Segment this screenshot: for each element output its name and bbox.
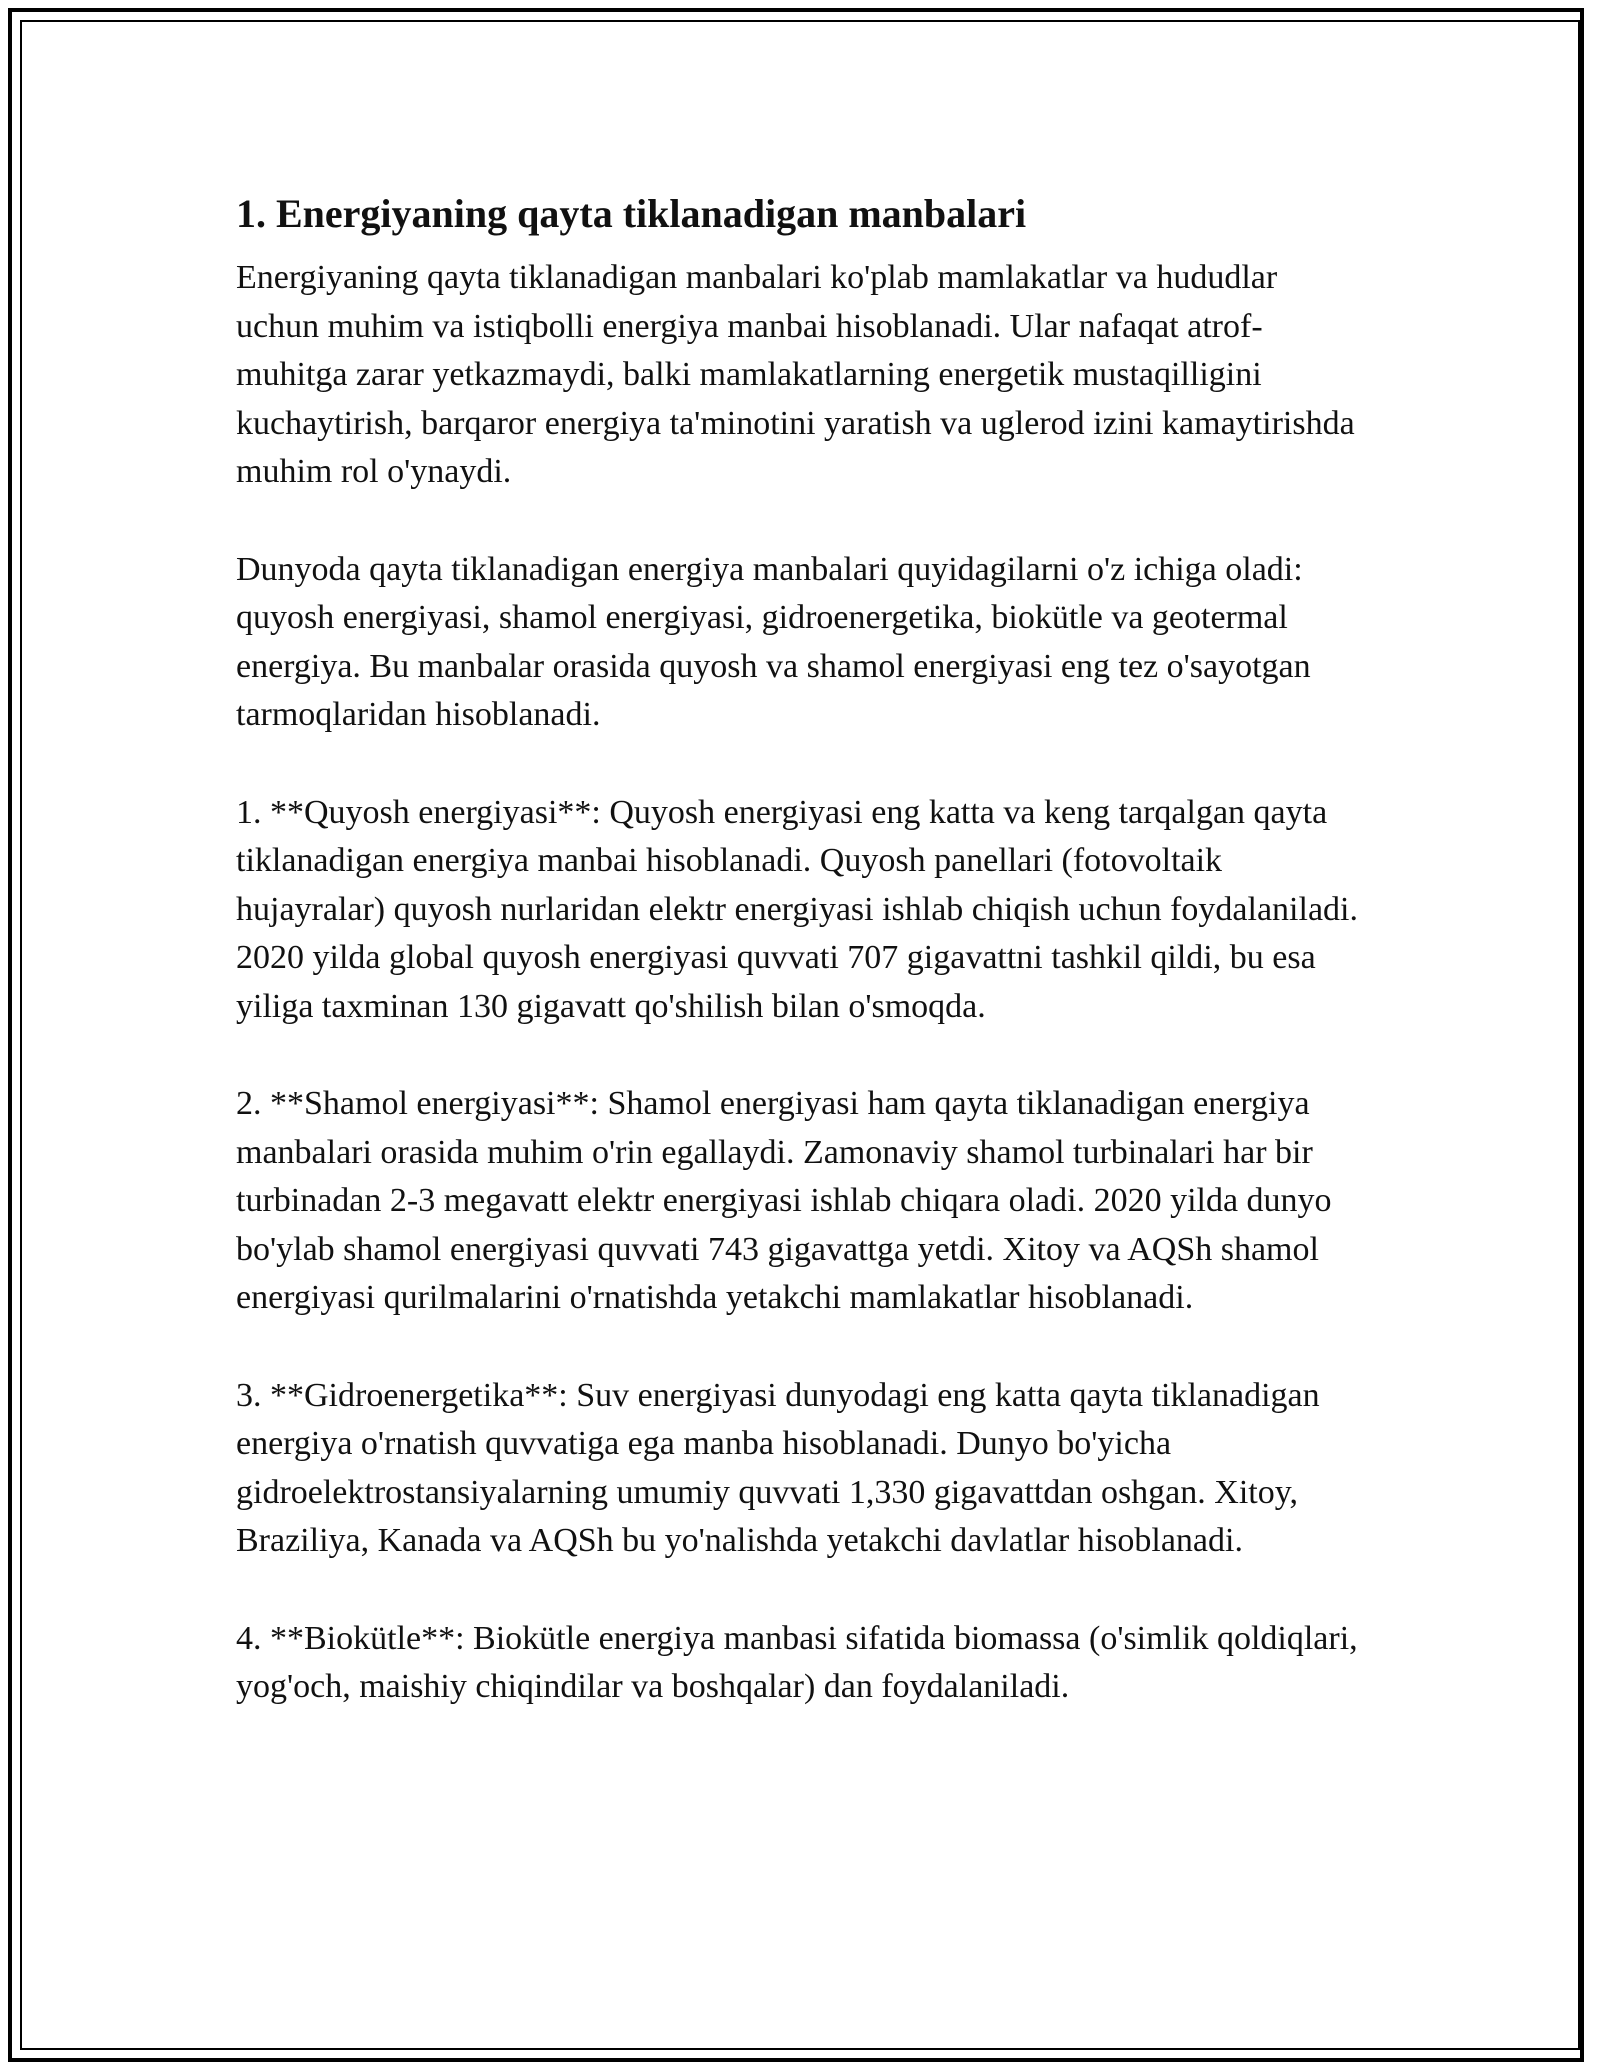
paragraph-solar: 1. **Quyosh energiyasi**: Quyosh energiyasi eng katta va keng tarqalgan qayta tiklanadigan energiya manbai hisoblanadi. Quyosh panellari (fotovoltaik hujayralar) quyosh nurlaridan elektr energiyasi ishlab chiqish uchun foydalaniladi. 2020 yilda global quyosh energiyasi quvvati 707 gigavattni tashkil qildi, bu esa yiliga taxminan 130 gigavatt qo'shilish bilan o'smoqda.: [236, 793, 1358, 1025]
section-heading: 1. Energiyaning qayta tiklanadigan manbalari: [236, 191, 1027, 236]
paragraph-wind: 2. **Shamol energiyasi**: Shamol energiyasi ham qayta tiklanadigan energiya manbalari orasida muhim o'rin egallaydi. Zamonaviy shamol turbinalari har bir turbinadan 2-3 megavatt elektr energiyasi ishlab chiqara oladi. 2020 yilda dunyo bo'ylab shamol energiyasi quvvati 743 gigavattga yetdi. Xitoy va AQSh shamol energiyasi qurilmalarini o'rnatishda yetakchi mamlakatlar hisoblanadi.: [236, 1085, 1332, 1316]
paragraph-hydro: 3. **Gidroenergetika**: Suv energiyasi dunyodagi eng katta qayta tiklanadigan energiya o'rnatish quvvatiga ega manba hisoblanadi. Dunyo bo'yicha gidroelektrostansiyalarning umumiy quvvati 1,330 gigavattdan oshgan. Xitoy, Braziliya, Kanada va AQSh bu yo'nalishda yetakchi davlatlar hisoblanadi.: [236, 1376, 1320, 1559]
paragraph-overview: Dunyoda qayta tiklanadigan energiya manbalari quyidagilarni o'z ichiga oladi: quyosh energiyasi, shamol energiyasi, gidroenergetika, biokütle va geotermal energiya. Bu manbalar orasida quyosh va shamol energiyasi eng tez o'sayotgan tarmoqlaridan hisoblanadi.: [236, 550, 1311, 733]
paragraph-biomass: 4. **Biokütle**: Biokütle energiya manbasi sifatida biomassa (o'simlik qoldiqlari, yog'och, maishiy chiqindilar va boshqalar) dan foydalaniladi.: [236, 1619, 1358, 1705]
paragraph-intro: Energiyaning qayta tiklanadigan manbalari ko'plab mamlakatlar va hududlar uchun muhim va istiqbolli energiya manbai hisoblanadi. Ular nafaqat atrof-muhitga zarar yetkazmaydi, balki mamlakatlarning energetik mustaqilligini kuchaytirish, barqaror energiya ta'minotini yaratish va uglerod izini kamaytirishda muhim rol o'ynaydi.: [236, 259, 1355, 490]
document-body: [236, 186, 1366, 1761]
